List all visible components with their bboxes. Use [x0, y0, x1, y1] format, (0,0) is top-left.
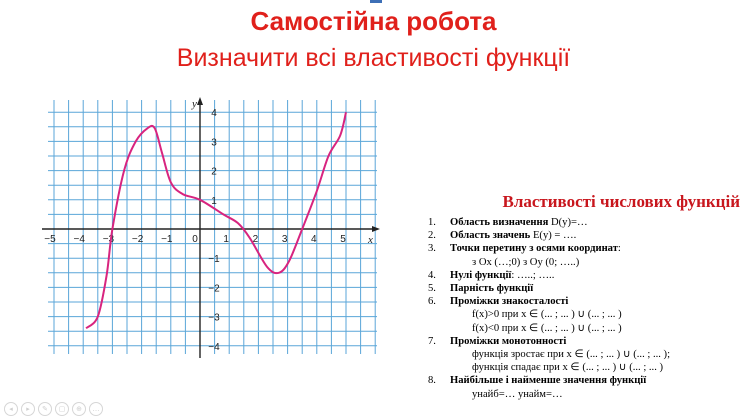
property-number: 5.	[428, 283, 436, 295]
slide-title: Самостійна робота	[250, 6, 497, 36]
property-number: 3.	[428, 243, 436, 255]
properties-panel	[428, 192, 740, 401]
x-tick-label: 2	[252, 234, 259, 245]
property-text: функція зростає при x ∈ (... ; ... ) ∪ (... ; ... );	[472, 349, 671, 361]
x-tick-label: −3	[102, 234, 115, 245]
slides-icon[interactable]: ▢	[55, 402, 69, 416]
property-item	[428, 256, 740, 269]
x-tick-label: −4	[73, 234, 85, 245]
property-number: 1.	[428, 217, 436, 228]
more-icon[interactable]: …	[89, 402, 103, 416]
property-item	[428, 374, 740, 387]
x-tick-label: −5	[44, 234, 56, 245]
property-item	[428, 348, 740, 361]
x-tick-label: 1	[223, 234, 229, 245]
property-text: f(x)<0 при x ∈ (... ; ... ) ∪ (... ; ... )	[472, 322, 622, 334]
x-tick-label: 5	[340, 234, 346, 245]
property-item	[428, 361, 740, 374]
x-tick-label: 4	[311, 234, 317, 245]
property-label: Нулі функції	[450, 269, 512, 281]
property-text: yнайб=… yнайм=…	[472, 388, 563, 400]
property-label: Проміжки монотонності	[450, 335, 567, 347]
function-graph	[40, 96, 382, 358]
y-tick-label: 3	[211, 137, 217, 149]
property-number: 2.	[428, 230, 436, 242]
property-number: 6.	[428, 296, 436, 308]
y-axis-label: y	[192, 98, 197, 110]
pen-icon[interactable]: ✎	[38, 402, 52, 416]
property-label: Точки перетину з осями координат	[450, 243, 618, 255]
x-tick-label: −2	[131, 234, 144, 245]
property-item	[428, 216, 740, 229]
property-item	[428, 295, 740, 308]
graph-svg	[40, 96, 382, 358]
x-tick-label: −1	[161, 234, 173, 245]
slide-subtitle: Визначити всі властивості функції	[176, 44, 571, 72]
property-item	[428, 308, 740, 321]
x-axis-label: x	[368, 234, 373, 246]
top-accent	[370, 0, 382, 3]
property-text: E(y) = ….	[530, 230, 577, 242]
y-tick-label: −2	[208, 283, 220, 295]
y-tick-label: 1	[211, 195, 217, 207]
property-label: Найбільше і найменше значення функції	[450, 375, 647, 387]
y-tick-label: −3	[208, 312, 220, 324]
zoom-icon[interactable]: ⊕	[72, 402, 86, 416]
property-item	[428, 229, 740, 242]
property-item	[428, 388, 740, 401]
property-item	[428, 322, 740, 335]
property-text: : …..; …..	[511, 269, 555, 281]
property-item	[428, 269, 740, 282]
property-label: Проміжки знакосталості	[450, 296, 569, 308]
property-text: f(x)>0 при x ∈ (... ; ... ) ∪ (... ; ... )	[472, 309, 622, 321]
y-tick-label: −4	[208, 341, 220, 353]
property-label: Область визначення	[450, 217, 549, 228]
properties-title: Властивості числових функцій	[502, 192, 740, 211]
prev-icon[interactable]: ◂	[4, 402, 18, 416]
property-text: функція спадає при x ∈ (... ; ... ) ∪ (... ; ... )	[472, 362, 664, 374]
properties-list	[428, 216, 740, 401]
property-item	[428, 335, 740, 348]
property-item	[428, 282, 740, 295]
property-item	[428, 242, 740, 255]
property-label: Область значень	[450, 230, 531, 242]
property-number: 7.	[428, 335, 436, 347]
property-number: 4.	[428, 269, 436, 281]
y-axis-arrow	[197, 97, 203, 105]
next-icon[interactable]: ▸	[21, 402, 35, 416]
y-tick-label: 4	[211, 108, 217, 120]
property-label: Парність функції	[450, 283, 534, 295]
property-text: з Ох (…;0) з Оу (0; …..)	[472, 256, 580, 268]
x-axis-arrow	[372, 226, 380, 232]
property-text: :	[617, 243, 621, 255]
y-tick-label: −1	[208, 254, 220, 266]
y-tick-label: 2	[211, 166, 217, 178]
property-number: 8.	[428, 375, 436, 387]
slideshow-controls	[4, 402, 103, 416]
x-tick-label: 3	[281, 234, 288, 245]
origin-label: 0	[192, 234, 198, 245]
property-text: D(y)=…	[548, 217, 588, 228]
